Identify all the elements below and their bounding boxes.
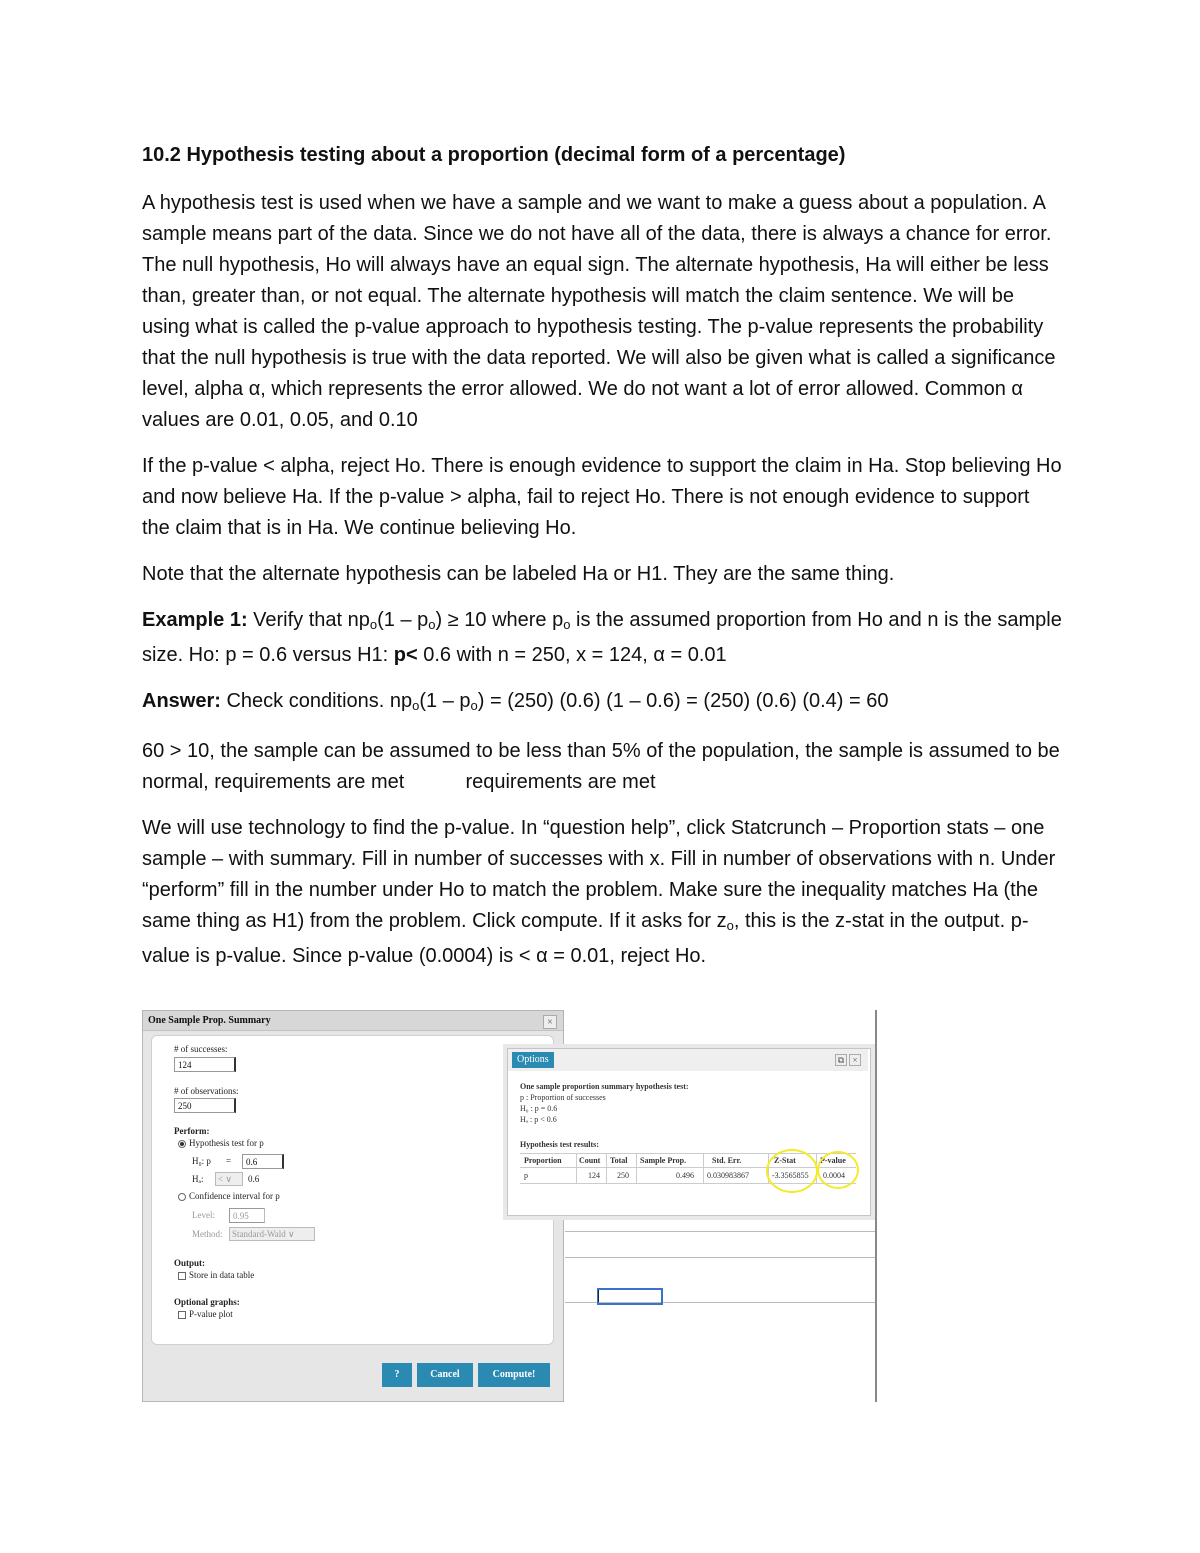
pvalue-plot-checkbox[interactable] [178, 1311, 186, 1319]
expand-icon[interactable]: ⧉ [835, 1054, 847, 1066]
method-label: Method: [192, 1229, 223, 1239]
perform-label: Perform: [174, 1126, 210, 1136]
selected-cell[interactable] [597, 1288, 663, 1305]
observations-input[interactable]: 250 [174, 1098, 236, 1113]
intro-paragraph: A hypothesis test is used when we have a sample and we want to make a guess about a population. A sample means part of the data. Since we do not have all of the data, there is always a chance for error. The null hypothesis, Ho will always have an equal sign. The alternate hypothesis, Ha will either be less than, greater than, or not equal. The alternate hypothesis will match the claim sentence. We will be using what is called the p-value approach to hypothesis testing. The p-value represents the probability that the null hypothesis is true with the data reported. We will also be given what is called a significance level, alpha α, which represents the error allowed. We do not want a lot of error allowed. Common α values are 0.01, 0.05, and 0.10 [142, 192, 1056, 431]
store-label: Store in data table [189, 1270, 255, 1280]
close-icon[interactable]: × [849, 1054, 861, 1066]
successes-label: # of successes: [174, 1044, 228, 1054]
close-icon[interactable]: × [543, 1015, 557, 1029]
store-checkbox[interactable] [178, 1272, 186, 1280]
cancel-button[interactable]: Cancel [417, 1363, 473, 1387]
col-count: Count [579, 1156, 601, 1165]
decision-rule-paragraph: If the p-value < alpha, reject Ho. There is enough evidence to support the claim in Ha. Stop believing Ho and now believe Ha. If the p-value > alpha, fail to reject Ho. There is not enough evidence to support the claim that is in Ha. We continue believing Ho. [142, 455, 1062, 539]
compute-button[interactable]: Compute! [478, 1363, 550, 1387]
technology-paragraph: We will use technology to find the p-value. In “question help”, click Statcrunch – Proportion stats – one sample – with summary. Fill in number of successes with x. Fill in number of observations with n. Under “perform” fill in the number under Ho to match the problem. Make sure the inequality matches Ha (the same thing as H1) from the problem. Click compute. If it asks for $z_o$, this is the z-stat in the output. p-value is p-value. Since p-value (0.0004) is < α = 0.01, reject Ho. [142, 817, 1056, 967]
confidence-interval-label: Confidence interval for p [189, 1191, 280, 1201]
col-proportion: Proportion [524, 1156, 562, 1165]
col-z-stat: Z-Stat [774, 1156, 796, 1165]
help-button[interactable]: ? [382, 1363, 412, 1387]
hypothesis-test-radio[interactable] [178, 1140, 186, 1148]
results-label: Hypothesis test results: [520, 1140, 599, 1149]
dialog-title: One Sample Prop. Summary [143, 1011, 563, 1031]
h0-value-input[interactable]: 0.6 [242, 1154, 284, 1169]
test-title: One sample proportion summary hypothesis test: [520, 1082, 689, 1091]
document-page [142, 140, 1066, 987]
ha-label: Hₐ: [192, 1174, 204, 1184]
col-sample-prop: Sample Prop. [640, 1156, 687, 1165]
example-paragraph: Example 1: Verify that $np_o(1 - p_o) \ge 10$ where $p_o$ is the assumed proportion from Ho and n is the sample size. Ho: p = 0.6 versus H1: p< 0.6 with n = 250, x = 124, α = 0.01 [142, 609, 1062, 666]
text-cursor [598, 1290, 599, 1302]
answer-label: Answer: [142, 690, 221, 712]
h0-line: H₀ : p = 0.6 [520, 1104, 558, 1113]
one-sample-prop-dialog [142, 1010, 564, 1402]
note-paragraph: Note that the alternate hypothesis can be labeled Ha or H1. They are the same thing. [142, 563, 895, 585]
cell-p-value: 0.0004 [823, 1171, 845, 1180]
ha-operator-select[interactable]: < ∨ [215, 1172, 243, 1186]
p-value-highlight-circle [817, 1151, 859, 1189]
example-label: Example 1: [142, 609, 248, 631]
observations-label: # of observations: [174, 1086, 239, 1096]
level-label: Level: [192, 1210, 215, 1220]
hypothesis-test-label: Hypothesis test for p [189, 1138, 264, 1148]
col-p-value: P-value [820, 1156, 846, 1165]
col-total: Total [610, 1156, 628, 1165]
answer-paragraph: Answer: Check conditions. $np_o(1 - p_o) = (250)$ (0.6) (1 – 0.6) = (250) (0.6) (0.4) = 60 [142, 690, 889, 713]
cell-sample-prop: 0.496 [676, 1171, 694, 1180]
cell-std-err: 0.030983867 [707, 1171, 749, 1180]
conditions-paragraph: 60 > 10, the sample can be assumed to be less than 5% of the population, the sample is assumed to be normal, requirements are met requirements are met [142, 740, 1066, 793]
param-line: p : Proportion of successes [520, 1093, 606, 1102]
section-heading: 10.2 Hypothesis testing about a proportion (decimal form of a percentage) [142, 144, 846, 166]
dialog-body [151, 1035, 554, 1345]
graphs-label: Optional graphs: [174, 1297, 240, 1307]
h0-label: H₀: p [192, 1156, 211, 1166]
output-label: Output: [174, 1258, 206, 1268]
col-std-err: Std. Err. [712, 1156, 742, 1165]
cell-count: 124 [588, 1171, 600, 1180]
successes-input[interactable]: 124 [174, 1057, 236, 1072]
pvalue-plot-label: P-value plot [189, 1309, 233, 1319]
cell-z-stat: -3.3565855 [772, 1171, 809, 1180]
confidence-interval-radio[interactable] [178, 1193, 186, 1201]
ha-line: Hₐ : p < 0.6 [520, 1115, 557, 1124]
z-stat-highlight-circle [766, 1149, 818, 1193]
options-results-window [507, 1048, 871, 1216]
cell-total: 250 [617, 1171, 629, 1180]
statcrunch-screenshot [142, 1010, 877, 1402]
ha-value: 0.6 [248, 1174, 260, 1184]
h0-operator: = [226, 1156, 232, 1166]
method-select[interactable]: Standard-Wald ∨ [229, 1227, 315, 1241]
level-input[interactable]: 0.95 [229, 1208, 265, 1223]
options-title: Options [512, 1052, 554, 1068]
cell-proportion: p [524, 1171, 528, 1180]
